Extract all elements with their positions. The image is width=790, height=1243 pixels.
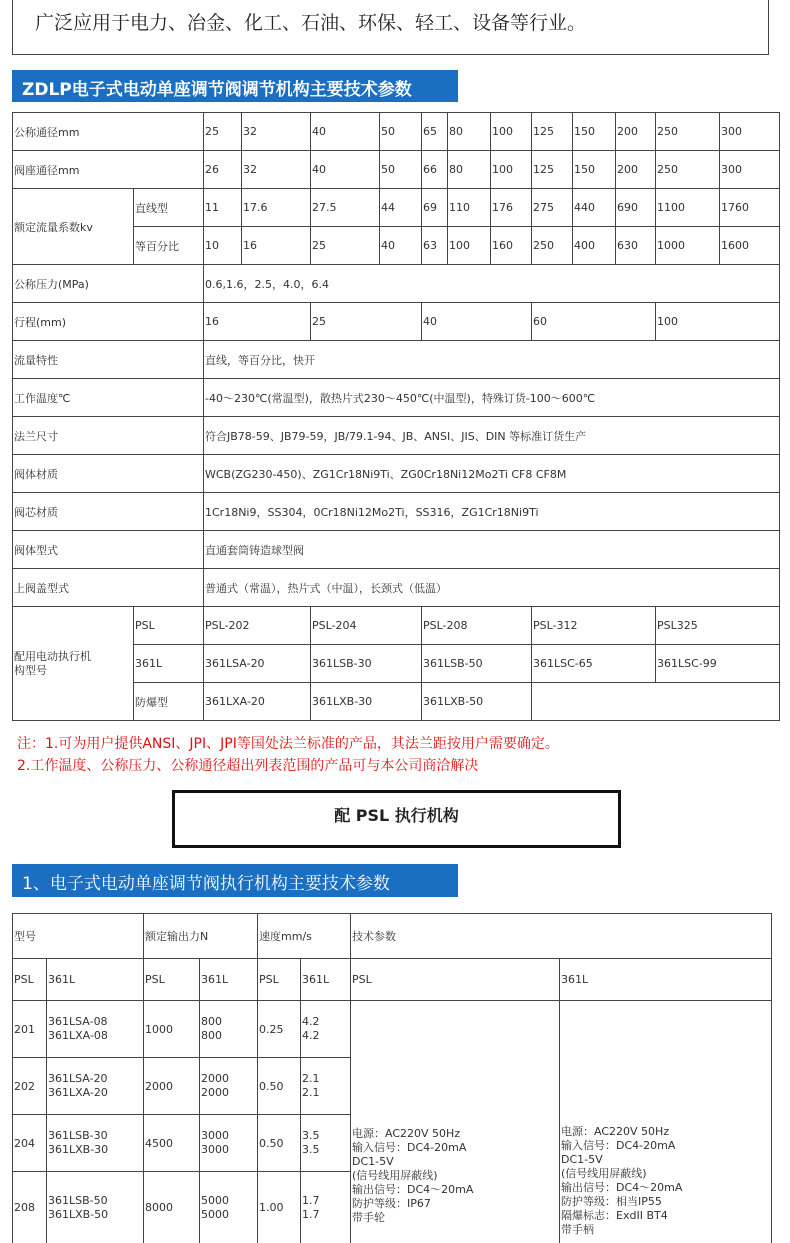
cell: 125 — [532, 113, 573, 151]
cell: 阀体型式 — [13, 531, 204, 569]
cell: 符合JB78-59、JB79-59，JB/79.1-94、JB、ANSI、JIS、DIN 等标准订货生产 — [204, 417, 780, 455]
cell: 3000 3000 — [200, 1115, 258, 1172]
cell: 2000 — [144, 1058, 200, 1115]
cell: 等百分比 — [134, 227, 204, 265]
cell: 630 — [616, 227, 656, 265]
cell: 防爆型 — [134, 683, 204, 721]
cell: 361LSC-99 — [656, 645, 780, 683]
section-title-valve: ZDLP电子式电动单座调节阀调节机构主要技术参数 — [12, 70, 458, 102]
cell: 配用电动执行机构型号 — [13, 607, 134, 721]
psl-actuator-heading: 配 PSL 执行机构 — [172, 790, 621, 848]
note-1: 注：1.可为用户提供ANSI、JPI、JPI等国处法兰标准的产品，其法兰距按用户需要确定。 — [17, 733, 559, 755]
intro-text: 广泛应用于电力、冶金、化工、石油、环保、轻工、设备等行业。 — [12, 0, 769, 55]
cell: 361LSB-30 — [311, 645, 422, 683]
cell: 2000 2000 — [200, 1058, 258, 1115]
row-core_mat — [13, 493, 780, 531]
cell: 50 — [380, 151, 422, 189]
cell: 400 — [573, 227, 616, 265]
cell: 0.25 — [258, 1001, 301, 1058]
subheader-row — [13, 959, 772, 1001]
cell: 40 — [311, 113, 380, 151]
cell: 80 — [448, 113, 491, 151]
cell: 40 — [311, 151, 380, 189]
cell: 250 — [656, 113, 720, 151]
cell: 125 — [532, 151, 573, 189]
cell: PSL-204 — [311, 607, 422, 645]
cell: 直通套筒铸造球型阀 — [204, 531, 780, 569]
cell: 80 — [448, 151, 491, 189]
cell: 361L — [47, 959, 144, 1001]
notes — [17, 733, 559, 777]
cell: PSL — [351, 959, 560, 1001]
row-stroke — [13, 303, 780, 341]
row-pressure — [13, 265, 780, 303]
cell: 100 — [448, 227, 491, 265]
cell: 100 — [491, 113, 532, 151]
cell: 208 — [13, 1172, 47, 1243]
cell: 11 — [204, 189, 242, 227]
cell: 100 — [656, 303, 780, 341]
note-2: 2.工作温度、公称压力、公称通径超出列表范围的产品可与本公司商洽解决 — [17, 755, 559, 777]
row-body_type — [13, 531, 780, 569]
valve-spec-table — [12, 112, 780, 721]
cell: 25 — [311, 303, 422, 341]
cell: 300 — [720, 113, 780, 151]
row-flow_char — [13, 341, 780, 379]
section-title-actuator: 1、电子式电动单座调节阀执行机构主要技术参数 — [12, 864, 458, 897]
cell: 150 — [573, 113, 616, 151]
cell: 1.7 1.7 — [301, 1172, 351, 1243]
cell: 额定流量系数kv — [13, 189, 134, 265]
tech-361l: 电源：AC220V 50Hz 输入信号：DC4-20mA DC1-5V (信号线用屏蔽线) 输出信号：DC4～20mA 防护等级：相当IP55 隔爆标志：ExdII BT4 带手柄 — [560, 1001, 772, 1243]
cell: 361LXB-30 — [311, 683, 422, 721]
cell: 440 — [573, 189, 616, 227]
cell: 1000 — [656, 227, 720, 265]
row-bonnet — [13, 569, 780, 607]
cell: 361L — [301, 959, 351, 1001]
cell: 16 — [242, 227, 311, 265]
cell: 32 — [242, 113, 311, 151]
cell: 200 — [616, 151, 656, 189]
cell: 公称通径mm — [13, 113, 204, 151]
cell: 2.1 2.1 — [301, 1058, 351, 1115]
cell: 100 — [491, 151, 532, 189]
cell: 250 — [656, 151, 720, 189]
cell: 44 — [380, 189, 422, 227]
cell: 361LXB-50 — [422, 683, 532, 721]
cell: 8000 — [144, 1172, 200, 1243]
header-row — [13, 914, 772, 959]
cell: PSL — [144, 959, 200, 1001]
cell: 额定输出力N — [144, 914, 258, 959]
cell: 361L — [200, 959, 258, 1001]
cell: 361LSB-30 361LXB-30 — [47, 1115, 144, 1172]
cell: 361LSA-20 361LXA-20 — [47, 1058, 144, 1115]
cell: 流量特性 — [13, 341, 204, 379]
cell: 26 — [204, 151, 242, 189]
cell: WCB(ZG230-450)、ZG1Cr18Ni9Ti、ZG0Cr18Ni12Mo2Ti CF8 CF8M — [204, 455, 780, 493]
row-body_mat — [13, 455, 780, 493]
cell: PSL-312 — [532, 607, 656, 645]
cell: 上阀盖型式 — [13, 569, 204, 607]
cell: 25 — [311, 227, 380, 265]
cell: 1100 — [656, 189, 720, 227]
cell: 行程(mm) — [13, 303, 204, 341]
cell: PSL325 — [656, 607, 780, 645]
cell: 690 — [616, 189, 656, 227]
cell: 27.5 — [311, 189, 380, 227]
cell: 1Cr18Ni9，SS304，0Cr18Ni12Mo2Ti，SS316，ZG1Cr18Ni9Ti — [204, 493, 780, 531]
cell: PSL-208 — [422, 607, 532, 645]
cell: 361LSB-50 361LXB-50 — [47, 1172, 144, 1243]
cell: 40 — [380, 227, 422, 265]
row-seat-dia — [13, 151, 780, 189]
cell: 361LXA-20 — [204, 683, 311, 721]
cell: 160 — [491, 227, 532, 265]
cell: 200 — [616, 113, 656, 151]
cell: 150 — [573, 151, 616, 189]
row-kv-linear — [13, 189, 780, 227]
cell: 40 — [422, 303, 532, 341]
cell: 25 — [204, 113, 242, 151]
cell: 800 800 — [200, 1001, 258, 1058]
cell: 5000 5000 — [200, 1172, 258, 1243]
cell: 17.6 — [242, 189, 311, 227]
cell: PSL — [13, 959, 47, 1001]
cell: 法兰尺寸 — [13, 417, 204, 455]
actuator-spec-table — [12, 913, 772, 1243]
cell: 176 — [491, 189, 532, 227]
cell: 361LSB-50 — [422, 645, 532, 683]
cell: 1600 — [720, 227, 780, 265]
cell: 110 — [448, 189, 491, 227]
cell: 3.5 3.5 — [301, 1115, 351, 1172]
cell: 直线型 — [134, 189, 204, 227]
cell: 阀座通径mm — [13, 151, 204, 189]
cell: 201 — [13, 1001, 47, 1058]
cell: 公称压力(MPa) — [13, 265, 204, 303]
cell: 0.50 — [258, 1115, 301, 1172]
cell: 204 — [13, 1115, 47, 1172]
cell: 10 — [204, 227, 242, 265]
actuator-row — [13, 1001, 772, 1058]
cell: 阀体材质 — [13, 455, 204, 493]
cell: 1000 — [144, 1001, 200, 1058]
cell: 361LSC-65 — [532, 645, 656, 683]
row-temp — [13, 379, 780, 417]
cell: 361LSA-20 — [204, 645, 311, 683]
cell: 361LSA-08 361LXA-08 — [47, 1001, 144, 1058]
row-nominal-dia — [13, 113, 780, 151]
cell: 直线，等百分比，快开 — [204, 341, 780, 379]
cell: 0.50 — [258, 1058, 301, 1115]
cell: 1760 — [720, 189, 780, 227]
cell: 4.2 4.2 — [301, 1001, 351, 1058]
cell: 63 — [422, 227, 448, 265]
row-actuator-psl — [13, 607, 780, 645]
cell: -40～230℃(常温型)，散热片式230～450℃(中温型)，特殊订货-100～600℃ — [204, 379, 780, 417]
cell: 技术参数 — [351, 914, 772, 959]
cell: 普通式（常温），热片式（中温），长颈式（低温） — [204, 569, 780, 607]
cell: 275 — [532, 189, 573, 227]
cell: 361L — [134, 645, 204, 683]
cell: PSL — [258, 959, 301, 1001]
tech-psl: 电源：AC220V 50Hz 输入信号：DC4-20mA DC1-5V (信号线用屏蔽线) 输出信号：DC4～20mA 防护等级：IP67 带手轮 — [351, 1001, 560, 1243]
cell: 60 — [532, 303, 656, 341]
cell: 361L — [560, 959, 772, 1001]
cell: 69 — [422, 189, 448, 227]
cell: 型号 — [13, 914, 144, 959]
cell: 65 — [422, 113, 448, 151]
cell: 16 — [204, 303, 311, 341]
cell: PSL-202 — [204, 607, 311, 645]
cell: 4500 — [144, 1115, 200, 1172]
cell: 250 — [532, 227, 573, 265]
cell: PSL — [134, 607, 204, 645]
cell: 300 — [720, 151, 780, 189]
cell: 50 — [380, 113, 422, 151]
cell: 0.6,1.6，2.5，4.0，6.4 — [204, 265, 780, 303]
cell: 32 — [242, 151, 311, 189]
cell: 阀芯材质 — [13, 493, 204, 531]
cell: 202 — [13, 1058, 47, 1115]
cell: 速度mm/s — [258, 914, 351, 959]
row-flange — [13, 417, 780, 455]
cell — [532, 683, 780, 721]
cell: 工作温度℃ — [13, 379, 204, 417]
cell: 1.00 — [258, 1172, 301, 1243]
cell: 66 — [422, 151, 448, 189]
